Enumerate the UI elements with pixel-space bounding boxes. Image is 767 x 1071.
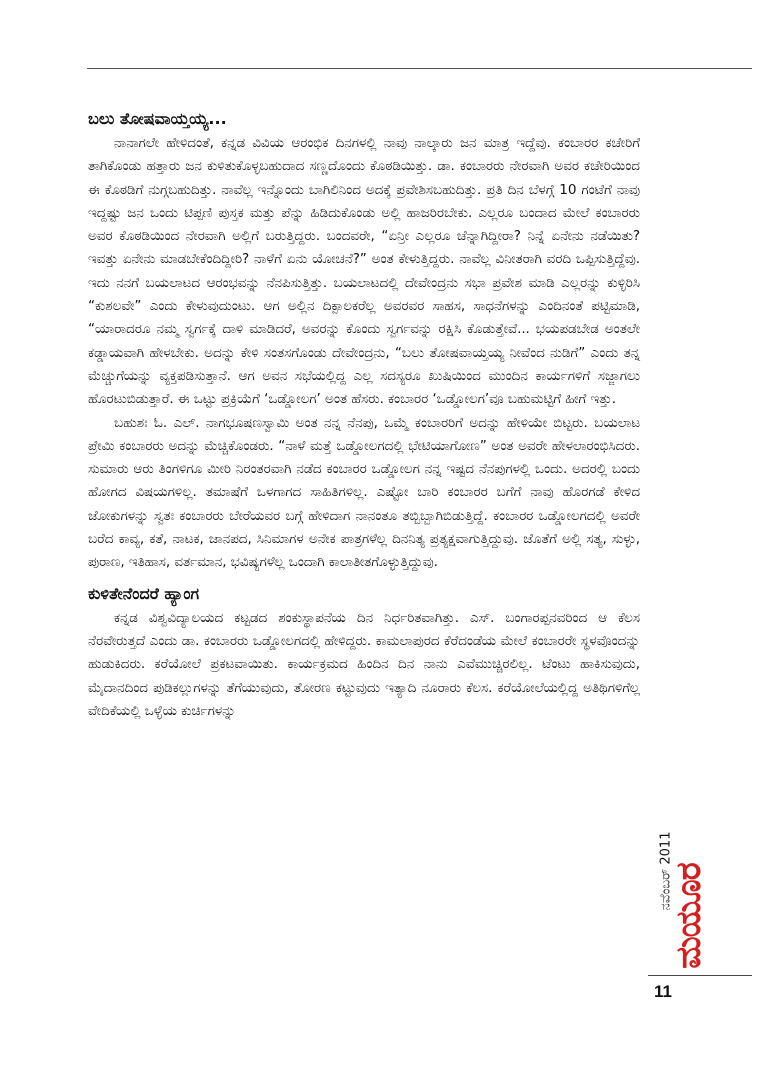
paragraph: ಬಹುಶಃ ಓ. ಎಲ್. ನಾಗಭೂಷಣಸ್ವಾಮಿ ಅಂತ ನನ್ನ ನೆನಪು, ಒಮ್ಮೆ ಕಂಬಾರರಿಗೆ ಅದನ್ನು ಹೇಳಿಯೇ ಬಿಟ್ಟರು. ಬಯಲಾಟ ಪ್ರೇಮಿ ಕಂಬಾರರು ಅದನ್ನು ಮೆಚ್ಚಿಕೊಂಡರು. “ನಾಳೆ ಮತ್ತೆ ಒಡ್ಡೋಲಗದಲ್ಲಿ ಭೇಟಿಯಾಗೋಣ” ಅಂತ ಅವರೇ ಹೇಳಲಾರಂಭಿಸಿದರು. ಸುಮಾರು ಆರು ತಿಂಗಳಿಗೂ ಮೀರಿ ನಿರಂತರವಾಗಿ ನಡೆದ ಕಂಬಾರರ ಒಡ್ಡೋಲಗ ನನ್ನ ಇಷ್ಟದ ನೆನಪುಗಳಲ್ಲಿ ಒಂದು. ಅದರಲ್ಲಿ ಬಂದು ಹೋಗದ ವಿಷಯಗಳಿಲ್ಲ. ತಮಾಷೆಗೆ ಒಳಗಾಗದ ಸಾಹಿತಿಗಳಿಲ್ಲ. ಎಷ್ಟೋ ಬಾರಿ ಕಂಬಾರರ ಬಗೆಗೆ ನಾವು ಹೊರಗಡೆ ಕೇಳಿದ ಜೋಕುಗಳನ್ನು ಸ್ವತಃ ಕಂಬಾರರು ಬೇರೆಯವರ ಬಗ್ಗೆ ಹೇಳಿದಾಗ ನಾನಂತೂ ತಬ್ಬಿಬ್ಬಾಗಿಬಿಡುತ್ತಿದ್ದೆ. ಕಂಬಾರರ ಒಡ್ಡೋಲಗದಲ್ಲಿ ಅವರೇ ಬರೆದ ಕಾವ್ಯ, ಕತೆ, ನಾಟಕ, ಜಾನಪದ, ಸಿನಿಮಾಗಳ ಅನೇಕ ಪಾತ್ರಗಳೆಲ್ಲ ದಿನನಿತ್ಯ ಪ್ರತ್ಯಕ್ಷವಾಗುತ್ತಿದ್ದುವು. ಜೊತೆಗೆ ಅಲ್ಲಿ ಸತ್ಯ, ಸುಳ್ಳು, ಪುರಾಣ, ಇತಿಹಾಸ, ವರ್ತಮಾನ, ಭವಿಷ್ಯಗಳೆಲ್ಲ ಒಂದಾಗಿ ಕಾಲಾತೀತಗೊಳ್ಳುತ್ತಿದ್ದುವು. [88,414,640,571]
section-heading: ಬಲು ತೋಷವಾಯ್ತಯ್ಯ... [88,109,227,128]
magazine-sidebar [654,771,714,982]
paragraph: ಕನ್ನಡ ವಿಶ್ವವಿದ್ಯಾಲಯದ ಕಟ್ಟಡದ ಶಂಕುಸ್ಥಾಪನೆಯ ದಿನ ನಿರ್ಧರಿತವಾಗಿತ್ತು. ಎಸ್. ಬಂಗಾರಪ್ಪನವರಿಂದ ಆ ಕೆಲಸ ನೆರವೇರುತ್ತದೆ ಎಂದು ಡಾ. ಕಂಬಾರರು ಒಡ್ಡೋಲಗದಲ್ಲಿ ಹೇಳಿದ್ದರು. ಕಾಮಲಾಪುರದ ಕೆರೆದಂಡೆಯ ಮೇಲೆ ಕಂಬಾರರೇ ಸ್ಥಳವೊಂದನ್ನು ಹುಡುಕಿದರು. ಕರೆಯೋಲೆ ಪ್ರಕಟವಾಯಿತು. ಕಾರ್ಯಕ್ರಮದ ಹಿಂದಿನ ದಿನ ನಾನು ಎವೆಮುಚ್ಚಿರಲಿಲ್ಲ. ಟೆಂಟು ಹಾಕಿಸುವುದು, ಮೈದಾನದಿಂದ ಪುಡಿಕಲ್ಲುಗಳನ್ನು ತೆಗೆಯುವುದು, ತೋರಣ ಕಟ್ಟುವುದು ಇತ್ಯಾದಿ ನೂರಾರು ಕೆಲಸ. ಕರೆಯೋಲೆಯಲ್ಲಿದ್ದ ಅತಿಥಿಗಳಿಗೆಲ್ಲ ವೇದಿಕೆಯಲ್ಲಿ ಒಳ್ಳೆಯ ಕುರ್ಚಿಗಳನ್ನು [88,609,640,719]
top-rule [87,68,752,69]
article-body [88,108,640,723]
magazine-logo-text: ಮಯೂರ [669,863,709,969]
magazine-logo [669,851,709,981]
section-heading: ಕುಳಿತೇನೆಂದರೆ ಹ್ಯಾಂಗ [88,583,200,603]
issue-date-text: ನವೆಂಬರ್ 2011 [658,831,674,911]
bottom-rule [648,975,752,976]
paragraph: ನಾನಾಗಲೇ ಹೇಳಿದಂತೆ, ಕನ್ನಡ ವಿವಿಯ ಆರಂಭಿಕ ದಿನಗಳಲ್ಲಿ ನಾವು ನಾಲ್ಕಾರು ಜನ ಮಾತ್ರ ಇದ್ದೆವು. ಕಂಬಾರರ ಕಚೇರಿಗೆ ತಾಗಿಕೊಂಡು ಹತ್ತಾರು ಜನ ಕುಳಿತುಕೊಳ್ಳಬಹುದಾದ ಸಣ್ಣದೊಂದು ಕೊಠಡಿಯಿತ್ತು. ಡಾ. ಕಂಬಾರರು ನೇರವಾಗಿ ಅವರ ಕಚೇರಿಯಿಂದ ಈ ಕೊಠಡಿಗೆ ನುಗ್ಗಬಹುದಿತ್ತು. ನಾವೆಲ್ಲ ಇನ್ನೊಂದು ಬಾಗಿಲಿನಿಂದ ಅದಕ್ಕೆ ಪ್ರವೇಶಿಸಬಹುದಿತ್ತು. ಪ್ರತಿ ದಿನ ಬೆಳಗ್ಗೆ 10 ಗಂಟೆಗೆ ನಾವು ಇದ್ದಷ್ಟು ಜನ ಒಂದು ಟಿಪ್ಪಣಿ ಪುಸ್ತಕ ಮತ್ತು ಪೆನ್ನು ಹಿಡಿದುಕೊಂಡು ಅಲ್ಲಿ ಹಾಜರಿರಬೇಕು. ಎಲ್ಲರೂ ಬಂದಾದ ಮೇಲೆ ಕಂಬಾರರು ಅವರ ಕೊಠಡಿಯಿಂದ ನೇರವಾಗಿ ಅಲ್ಲಿಗೆ ಬರುತ್ತಿದ್ದರು. ಬಂದವರೇ, “ಏನ್ರೀ ಎಲ್ಲರೂ ಚೆನ್ನಾಗಿದ್ದೀರಾ? ನಿನ್ನೆ ಏನೇನು ನಡೆಯಿತು? ಇವತ್ತು ಏನೇನು ಮಾಡಬೇಕೆಂದಿದ್ದೀರಿ? ನಾಳೆಗೆ ಏನು ಯೋಚನೆ?” ಅಂತ ಕೇಳುತ್ತಿದ್ದರು. ನಾವೆಲ್ಲ ವಿನೀತರಾಗಿ ವರದಿ ಒಪ್ಪಿಸುತ್ತಿದ್ದೆವು. ಇದು ನನಗೆ ಬಯಲಾಟದ ಆರಂಭವನ್ನು ನೆನಪಿಸುತ್ತಿತ್ತು. ಬಯಲಾಟದಲ್ಲಿ ದೇವೇಂದ್ರನು ಸಭಾ ಪ್ರವೇಶ ಮಾಡಿ ಎಲ್ಲರನ್ನು ಕುಳ್ಳಿರಿಸಿ “ಕುಶಲವೇ” ಎಂದು ಕೇಳುವುದುಂಟು. ಆಗ ಅಲ್ಲಿನ ದಿಕ್ಪಾಲಕರೆಲ್ಲ ಅವರವರ ಸಾಹಸ, ಸಾಧನೆಗಳನ್ನು ಎಂದಿನಂತೆ ಪಟ್ಟಿಮಾಡಿ, “ಯಾರಾದರೂ ನಮ್ಮ ಸ್ವರ್ಗಕ್ಕೆ ದಾಳಿ ಮಾಡಿದರೆ, ಅವರನ್ನು ಕೊಂದು ಸ್ವರ್ಗವನ್ನು ರಕ್ಷಿಸಿ ಕೊಡುತ್ತೇವೆ... ಭಯಪಡಬೇಡ ಅಂತಲೇ ಕಡ್ಡಾಯವಾಗಿ ಹೇಳಬೇಕು. ಅದನ್ನು ಕೇಳಿ ಸಂತಸಗೊಂಡು ದೇವೇಂದ್ರನು, “ಬಲು ತೋಷವಾಯ್ತಯ್ಯ ನೀವೆಂದ ನುಡಿಗೆ” ಎಂದು ತನ್ನ ಮೆಚ್ಚುಗೆಯನ್ನು ವ್ಯಕ್ತಪಡಿಸುತ್ತಾನೆ. ಆಗ ಅವನ ಸಭೆಯಲ್ಲಿದ್ದ ಎಲ್ಲ ಸದಸ್ಯರೂ ಖುಷಿಯಿಂದ ಮುಂದಿನ ಕಾರ್ಯಗಳಿಗೆ ಸಜ್ಜಾಗಲು ಹೊರಟುಬಿಡುತ್ತಾರೆ. ಈ ಒಟ್ಟು ಪ್ರಕ್ರಿಯೆಗೆ ‘ಒಡ್ಡೋಲಗ’ ಅಂತ ಹೆಸರು. ಕಂಬಾರರ ‘ಒಡ್ಡೋಲಗ’ವೂ ಬಹುಮಟ್ಟಿಗೆ ಹೀಗೆ ಇತ್ತು. [88,135,640,408]
page-number: 11 [654,982,672,1001]
